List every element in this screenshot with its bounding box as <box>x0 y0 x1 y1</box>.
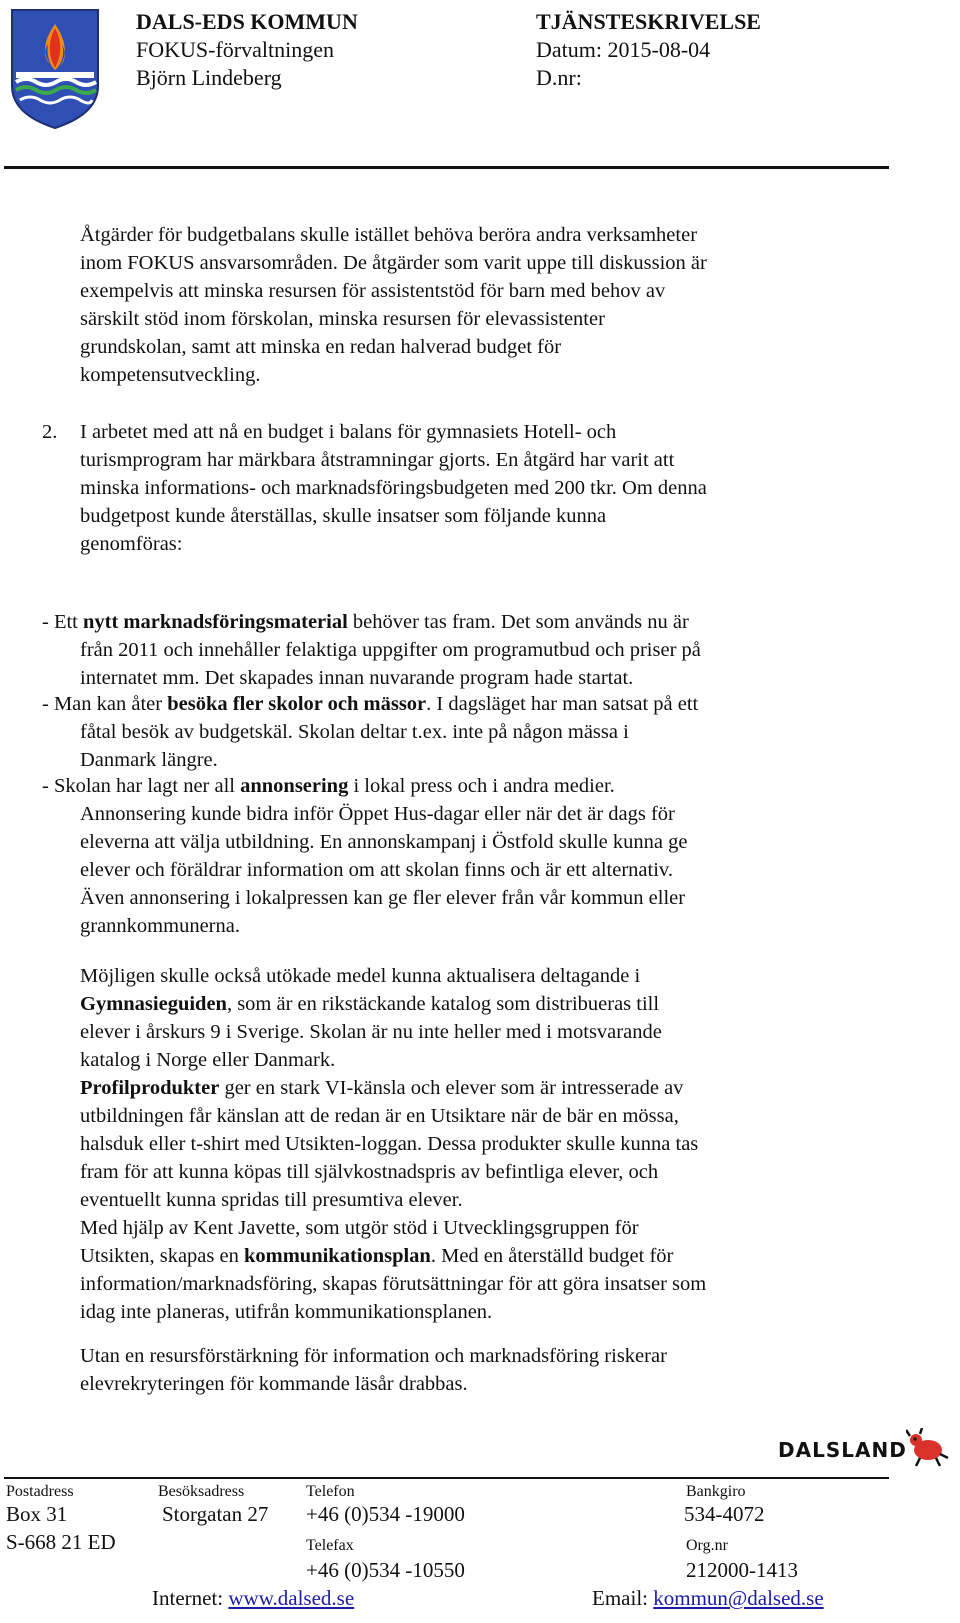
department: FOKUS-förvaltningen <box>136 37 334 62</box>
text-line: grannkommunerna. <box>80 915 240 937</box>
text-line: grundskolan, samt att minska en redan halverad budget för <box>80 336 562 358</box>
telefon-label: Telefon <box>306 1483 355 1500</box>
internet-label: Internet: <box>152 1586 229 1610</box>
bullet-advertising-cont <box>80 800 687 940</box>
text-line: Med hjälp av Kent Javette, som utgör stöd i Utvecklingsgruppen för <box>80 1217 639 1239</box>
bankgiro-label: Bankgiro <box>686 1483 746 1500</box>
item-number-2: 2. <box>42 421 58 443</box>
text-line: idag inte planeras, utifrån kommunikationsplanen. <box>80 1301 493 1323</box>
bullet-school-visits-cont <box>80 718 629 774</box>
postadress-label: Postadress <box>6 1483 74 1500</box>
bullet-marketing-material-cont <box>80 636 701 692</box>
internet-line <box>152 1584 354 1612</box>
footer-divider <box>4 1477 889 1479</box>
header-right <box>536 8 761 92</box>
text-line: elevrekryteringen för kommande läsår drabbas. <box>80 1373 468 1395</box>
troll-mascot-icon <box>906 1428 950 1468</box>
doc-type: TJÄNSTESKRIVELSE <box>536 9 761 34</box>
bankgiro-value: 534-4072 <box>684 1502 765 1526</box>
email-link[interactable]: kommun@dalsed.se <box>653 1586 824 1610</box>
text-line: eventuellt kunna spridas till presumtiva elever. <box>80 1189 463 1211</box>
author: Björn Lindeberg <box>136 65 282 90</box>
text-line: I arbetet med att nå en budget i balans för gymnasiets Hotell- och <box>80 421 617 443</box>
bullet-advertising: - Skolan har lagt ner all annonsering i lokal press och i andra medier. <box>42 775 615 797</box>
text-line: Möjligen skulle också utökade medel kunna aktualisera deltagande i <box>80 965 641 987</box>
besoksadress-value: Storgatan 27 <box>162 1502 269 1526</box>
text-line: från 2011 och innehåller felaktiga uppgifter om programutbud och priser på <box>80 639 701 661</box>
text-line: Danmark längre. <box>80 749 218 771</box>
document-date: Datum: 2015-08-04 <box>536 37 711 62</box>
dalsland-logo-text: DALSLAND <box>778 1438 907 1462</box>
text-line: budgetpost kunde återställas, skulle insatser som följande kunna <box>80 505 607 527</box>
text-line: Annonsering kunde bidra inför Öppet Hus-dagar eller när det är dags för <box>80 803 675 825</box>
postadress-line-2: S-668 21 ED <box>6 1530 116 1554</box>
document-number: D.nr: <box>536 65 582 90</box>
telefax-value: +46 (0)534 -10550 <box>306 1558 465 1582</box>
text-line: katalog i Norge eller Danmark. <box>80 1049 336 1071</box>
paragraph-item-2 <box>80 418 707 558</box>
text-line: halsduk eller t-shirt med Utsikten-loggan. Dessa produkter skulle kunna tas <box>80 1133 699 1155</box>
text-line: Utan en resursförstärkning för information och marknadsföring riskerar <box>80 1345 667 1367</box>
text-line: inom FOKUS ansvarsområden. De åtgärder som varit uppe till diskussion är <box>80 252 707 274</box>
text-line: eleverna att välja utbildning. En annonskampanj i Östfold skulle kunna ge <box>80 831 688 853</box>
text-line: kompetensutveckling. <box>80 364 261 386</box>
coat-of-arms-icon <box>8 6 102 130</box>
text-line: fåtal besök av budgetskäl. Skolan deltar t.ex. inte på någon mässa i <box>80 721 629 743</box>
orgnr-label: Org.nr <box>686 1537 728 1554</box>
text-line: särskilt stöd inom förskolan, minska resursen för elevassistenter <box>80 308 605 330</box>
postadress-line-1: Box 31 <box>6 1502 68 1526</box>
text-line: turismprogram har märkbara åtstramningar gjorts. En åtgärd har varit att <box>80 449 675 471</box>
text-line: elever i årskurs 9 i Sverige. Skolan är nu inte heller med i motsvarande <box>80 1021 662 1043</box>
telefon-value: +46 (0)534 -19000 <box>306 1502 465 1526</box>
telefax-label: Telefax <box>306 1537 354 1554</box>
text-line: information/marknadsföring, skapas förutsättningar för att göra insatser som <box>80 1273 707 1295</box>
header-divider <box>4 166 889 169</box>
text-line: genomföras: <box>80 533 183 555</box>
header-left <box>136 8 358 92</box>
orgnr-value: 212000-1413 <box>686 1558 798 1582</box>
paragraph-gymnasieguiden <box>80 962 706 1326</box>
text-line: Profilprodukter ger en stark VI-känsla och elever som är intresserade av <box>80 1077 684 1099</box>
bullet-marketing-material: - Ett nytt marknadsföringsmaterial behöver tas fram. Det som används nu är <box>42 611 689 633</box>
bullet-school-visits: - Man kan åter besöka fler skolor och mässor. I dagsläget har man satsat på ett <box>42 693 699 715</box>
text-line: utbildningen får känslan att de redan är en Utsiktare när de bär en mössa, <box>80 1105 679 1127</box>
paragraph-conclusion <box>80 1342 667 1398</box>
email-label: Email: <box>592 1586 654 1610</box>
text-line: Utsikten, skapas en kommunikationsplan. Med en återställd budget för <box>80 1245 674 1267</box>
dalsland-logo <box>778 1428 950 1472</box>
text-line: fram för att kunna köpas till självkostnadspris av befintliga elever, och <box>80 1161 659 1183</box>
text-line: internatet mm. Det skapades innan nuvarande program hade startat. <box>80 667 634 689</box>
text-line: Även annonsering i lokalpressen kan ge fler elever från vår kommun eller <box>80 887 686 909</box>
besoksadress-label: Besöksadress <box>158 1483 245 1500</box>
text-line: Gymnasieguiden, som är en rikstäckande katalog som distribueras till <box>80 993 660 1015</box>
paragraph-budget-balance <box>80 221 707 389</box>
website-link[interactable]: www.dalsed.se <box>228 1586 355 1610</box>
org-name: DALS-EDS KOMMUN <box>136 9 358 34</box>
text-line: elever och föräldrar information om att skolan finns och är ett alternativ. <box>80 859 673 881</box>
email-line <box>592 1584 824 1612</box>
text-line: minska informations- och marknadsföringsbudgeten med 200 tkr. Om denna <box>80 477 707 499</box>
text-line: Åtgärder för budgetbalans skulle istället behöva beröra andra verksamheter <box>80 224 698 246</box>
text-line: exempelvis att minska resursen för assistentstöd för barn med behov av <box>80 280 666 302</box>
